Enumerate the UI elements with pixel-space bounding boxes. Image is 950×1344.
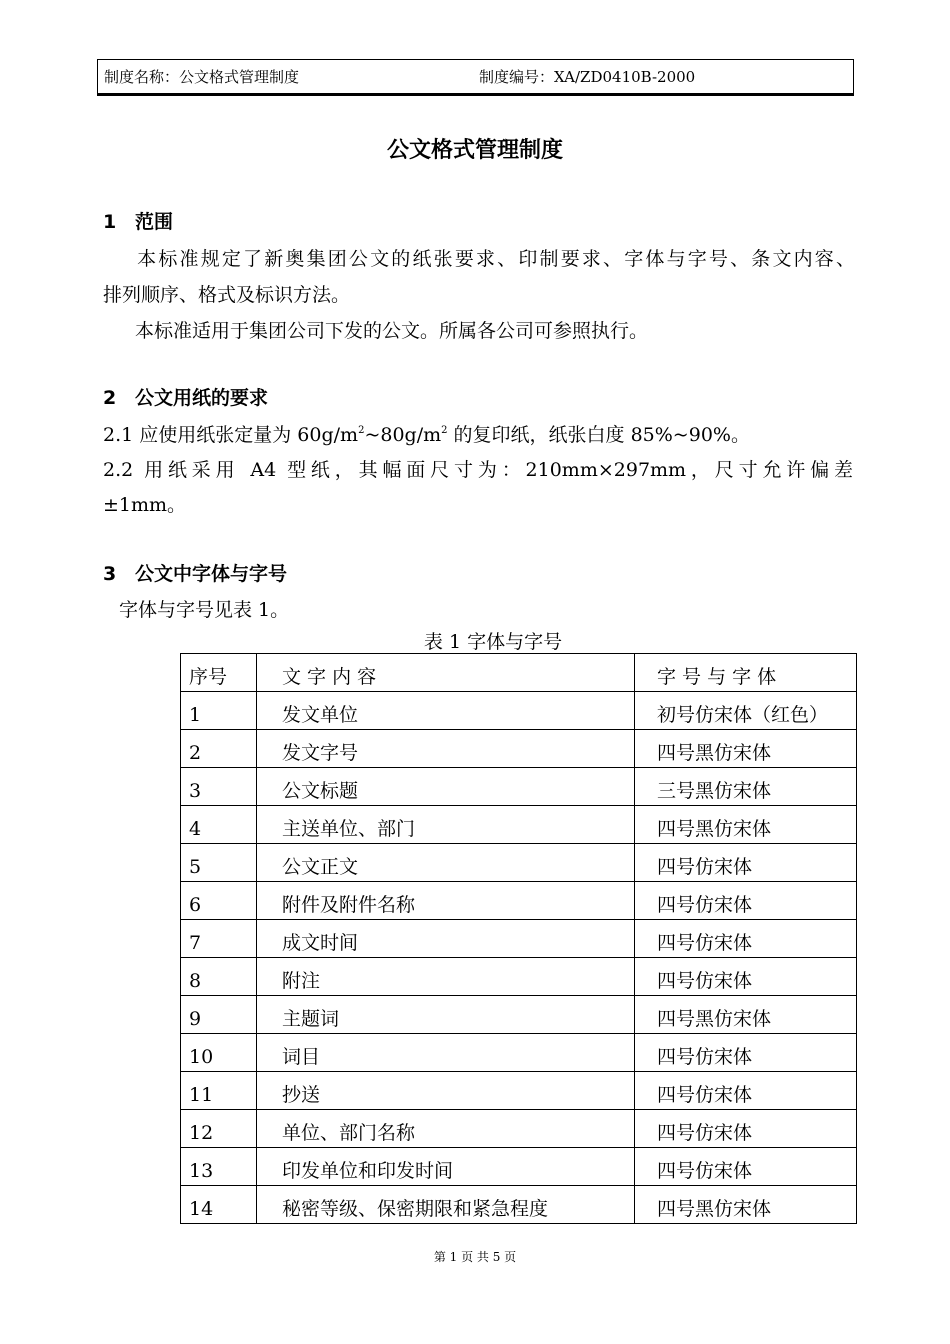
page-title: 公文格式管理制度 [386,138,563,163]
table-row [181,1072,857,1110]
table-row [181,768,857,806]
row-index-cell: 8 [181,958,257,996]
row-content-cell: 单位、部门名称 [257,1110,635,1148]
row-content-cell: 秘密等级、保密期限和紧急程度 [257,1186,635,1224]
section-1-paragraph-2: 本标准适用于集团公司下发的公文。所属各公司可参照执行。 [135,320,649,342]
row-font-cell: 四号仿宋体 [635,1034,857,1072]
row-font-cell: 四号黑仿宋体 [635,996,857,1034]
section-number: 2 [103,387,117,409]
font-size-table [180,653,857,1224]
table-row [181,1110,857,1148]
row-content-cell: 附注 [257,958,635,996]
row-index-cell: 2 [181,730,257,768]
table-row [181,730,857,768]
row-index-cell: 1 [181,692,257,730]
table-row [181,996,857,1034]
row-index-cell: 11 [181,1072,257,1110]
table-row [181,692,857,730]
table-row [181,806,857,844]
row-font-cell: 四号仿宋体 [635,1110,857,1148]
row-index-cell: 14 [181,1186,257,1224]
policy-code-label: 制度编号：XA/ZD0410B-2000 [479,68,696,86]
row-content-cell: 附件及附件名称 [257,882,635,920]
table-row [181,1034,857,1072]
section-2-paragraph-2-line-1: 2.2 用纸采用 A4 型纸，其幅面尺寸为：210mm×297mm，尺寸允许偏差 [103,459,853,481]
page-footer: 第 1 页 共 5 页 [433,1250,517,1264]
table-row [181,1186,857,1224]
row-index-cell: 6 [181,882,257,920]
section-2-paragraph-2-line-2: ±1mm。 [103,494,187,516]
table-caption: 表 1 字体与字号 [423,631,563,653]
row-index-cell: 3 [181,768,257,806]
row-content-cell: 成文时间 [257,920,635,958]
row-font-cell: 四号仿宋体 [635,882,857,920]
row-font-cell: 四号黑仿宋体 [635,730,857,768]
row-index-cell: 4 [181,806,257,844]
row-content-cell: 发文单位 [257,692,635,730]
row-content-cell: 公文正文 [257,844,635,882]
row-font-cell: 初号仿宋体（红色） [635,692,857,730]
row-index-cell: 9 [181,996,257,1034]
row-content-cell: 词目 [257,1034,635,1072]
table-row [181,920,857,958]
row-content-cell: 抄送 [257,1072,635,1110]
row-content-cell: 印发单位和印发时间 [257,1148,635,1186]
section-1-heading [103,207,173,234]
row-font-cell: 四号仿宋体 [635,958,857,996]
table-row [181,1148,857,1186]
row-index-cell: 5 [181,844,257,882]
row-font-cell: 四号黑仿宋体 [635,1186,857,1224]
table-row [181,882,857,920]
row-index-cell: 10 [181,1034,257,1072]
row-font-cell: 四号仿宋体 [635,920,857,958]
section-3-heading [103,559,287,586]
section-title: 公文用纸的要求 [135,387,269,409]
row-content-cell: 公文标题 [257,768,635,806]
row-index-cell: 13 [181,1148,257,1186]
section-title: 公文中字体与字号 [135,563,288,585]
table-row [181,844,857,882]
section-2-paragraph-1: 2.1 应使用纸张定量为 $60g/m^2\sim 80g/m^2$ 的复印纸，纸张白度 85%~90%。 [103,424,750,446]
table-header-row [181,654,857,692]
header-cell-font: 字 号 与 字 体 [635,654,857,692]
row-font-cell: 四号黑仿宋体 [635,806,857,844]
row-content-cell: 发文字号 [257,730,635,768]
table-row [181,958,857,996]
section-title: 范围 [135,211,174,233]
policy-name-label: 制度名称：公文格式管理制度 [104,68,300,86]
section-number: 3 [103,563,117,585]
header-cell-content: 文 字 内 容 [257,654,635,692]
row-font-cell: 四号仿宋体 [635,1072,857,1110]
row-content-cell: 主送单位、部门 [257,806,635,844]
row-content-cell: 主题词 [257,996,635,1034]
document-header-box [97,59,854,94]
row-font-cell: 四号仿宋体 [635,1148,857,1186]
section-1-paragraph-1-line-2: 排列顺序、格式及标识方法。 [103,284,351,306]
row-font-cell: 三号黑仿宋体 [635,768,857,806]
header-cell-index: 序号 [181,654,257,692]
section-2-heading [103,383,268,410]
section-1-paragraph-1-line-1: 本标准规定了新奥集团公文的纸张要求、印制要求、字体与字号、条文内容、 [135,248,855,270]
section-number: 1 [103,211,117,233]
row-index-cell: 12 [181,1110,257,1148]
section-3-paragraph-1: 字体与字号见表 1。 [119,599,290,621]
row-font-cell: 四号仿宋体 [635,844,857,882]
row-index-cell: 7 [181,920,257,958]
